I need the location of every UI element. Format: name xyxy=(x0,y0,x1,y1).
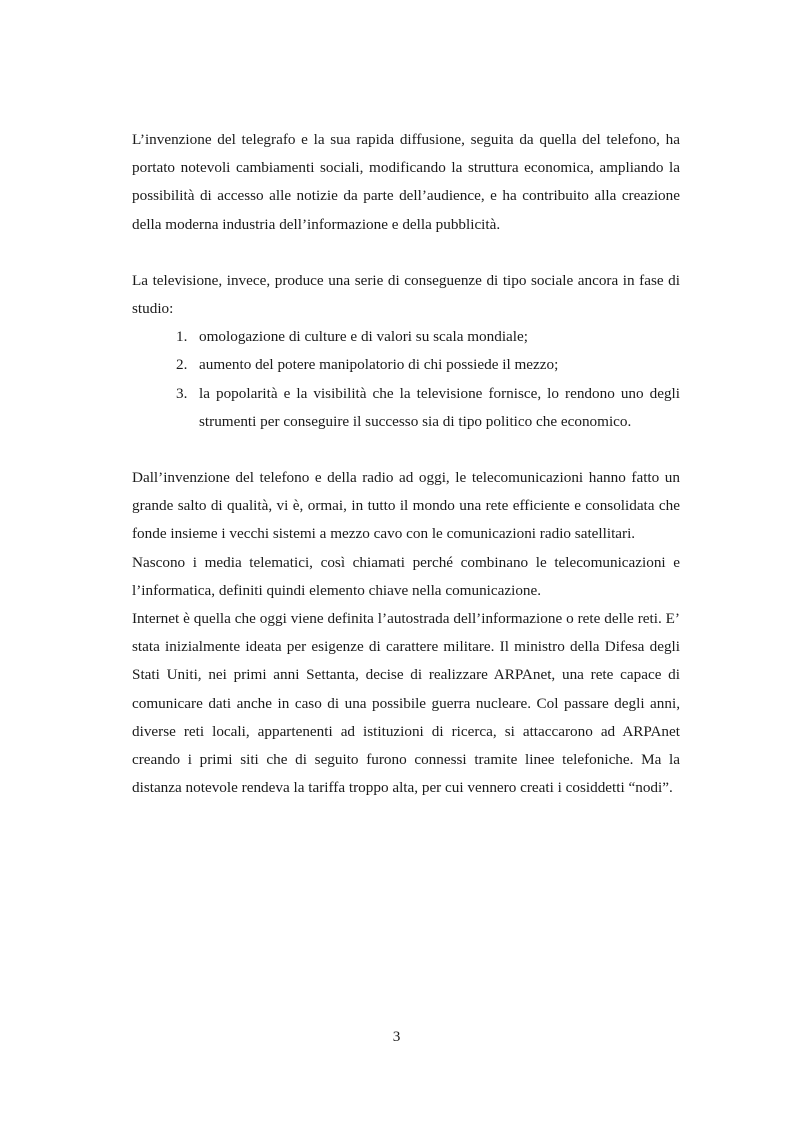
paragraph-telematic-media: Nascono i media telematici, così chiamati perché combinano le telecomunicazioni e l’informatica, definiti quindi elemento chiave nella comunicazione. xyxy=(132,553,680,599)
list-number: 2. xyxy=(176,356,188,374)
paragraph-gap xyxy=(132,436,680,464)
page-body xyxy=(132,126,680,802)
list-text: la popolarità e la visibilità che la televisione fornisce, lo rendono uno degli strumenti per conseguire il successo sia di tipo politico che economico. xyxy=(199,384,680,430)
list-item xyxy=(132,351,680,379)
consequences-list xyxy=(132,323,680,436)
list-text: aumento del potere manipolatorio di chi possiede il mezzo; xyxy=(199,356,559,374)
list-text: omologazione di culture e di valori su scala mondiale; xyxy=(199,328,528,346)
paragraph-telegraph: L’invenzione del telegrafo e la sua rapida diffusione, seguita da quella del telefono, ha portato notevoli cambiamenti sociali, modificando la struttura economica, ampliando la possibilità di accesso alle notizie da parte dell’audience, e ha contribuito alla creazione della moderna industria dell’informazione e della pubblicità. xyxy=(132,131,680,233)
list-item xyxy=(132,380,680,436)
list-number: 1. xyxy=(176,328,188,346)
list-number: 3. xyxy=(176,384,188,402)
paragraph-gap xyxy=(132,239,680,267)
paragraph-telecommunications: Dall’invenzione del telefono e della radio ad oggi, le telecomunicazioni hanno fatto un grande salto di qualità, vi è, ormai, in tutto il mondo una rete efficiente e consolidata che fonde insieme i vecchi sistemi a mezzo cavo con le comunicazioni radio satellitari. xyxy=(132,469,680,543)
list-item xyxy=(132,323,680,351)
paragraph-television: La televisione, invece, produce una serie di conseguenze di tipo sociale ancora in fase di studio: xyxy=(132,271,680,318)
page-number: 3 xyxy=(392,1028,401,1045)
paragraph-internet: Internet è quella che oggi viene definita l’autostrada dell’informazione o rete delle reti. E’ stata inizialmente ideata per esigenze di carattere militare. Il ministro della Difesa degli Stati Uniti, nei primi anni Settanta, decise di realizzare ARPAnet, una rete capace di comunicare dati anche in caso di una possibile guerra nucleare. Col passare degli anni, diverse reti locali, appartenenti ad istituzioni di ricerca, si attaccarono ad ARPAnet creando i primi siti che di seguito furono connessi tramite linee telefoniche. Ma la distanza notevole rendeva la tariffa troppo alta, per cui vennero creati i cosiddetti “nodi”. xyxy=(132,610,680,797)
